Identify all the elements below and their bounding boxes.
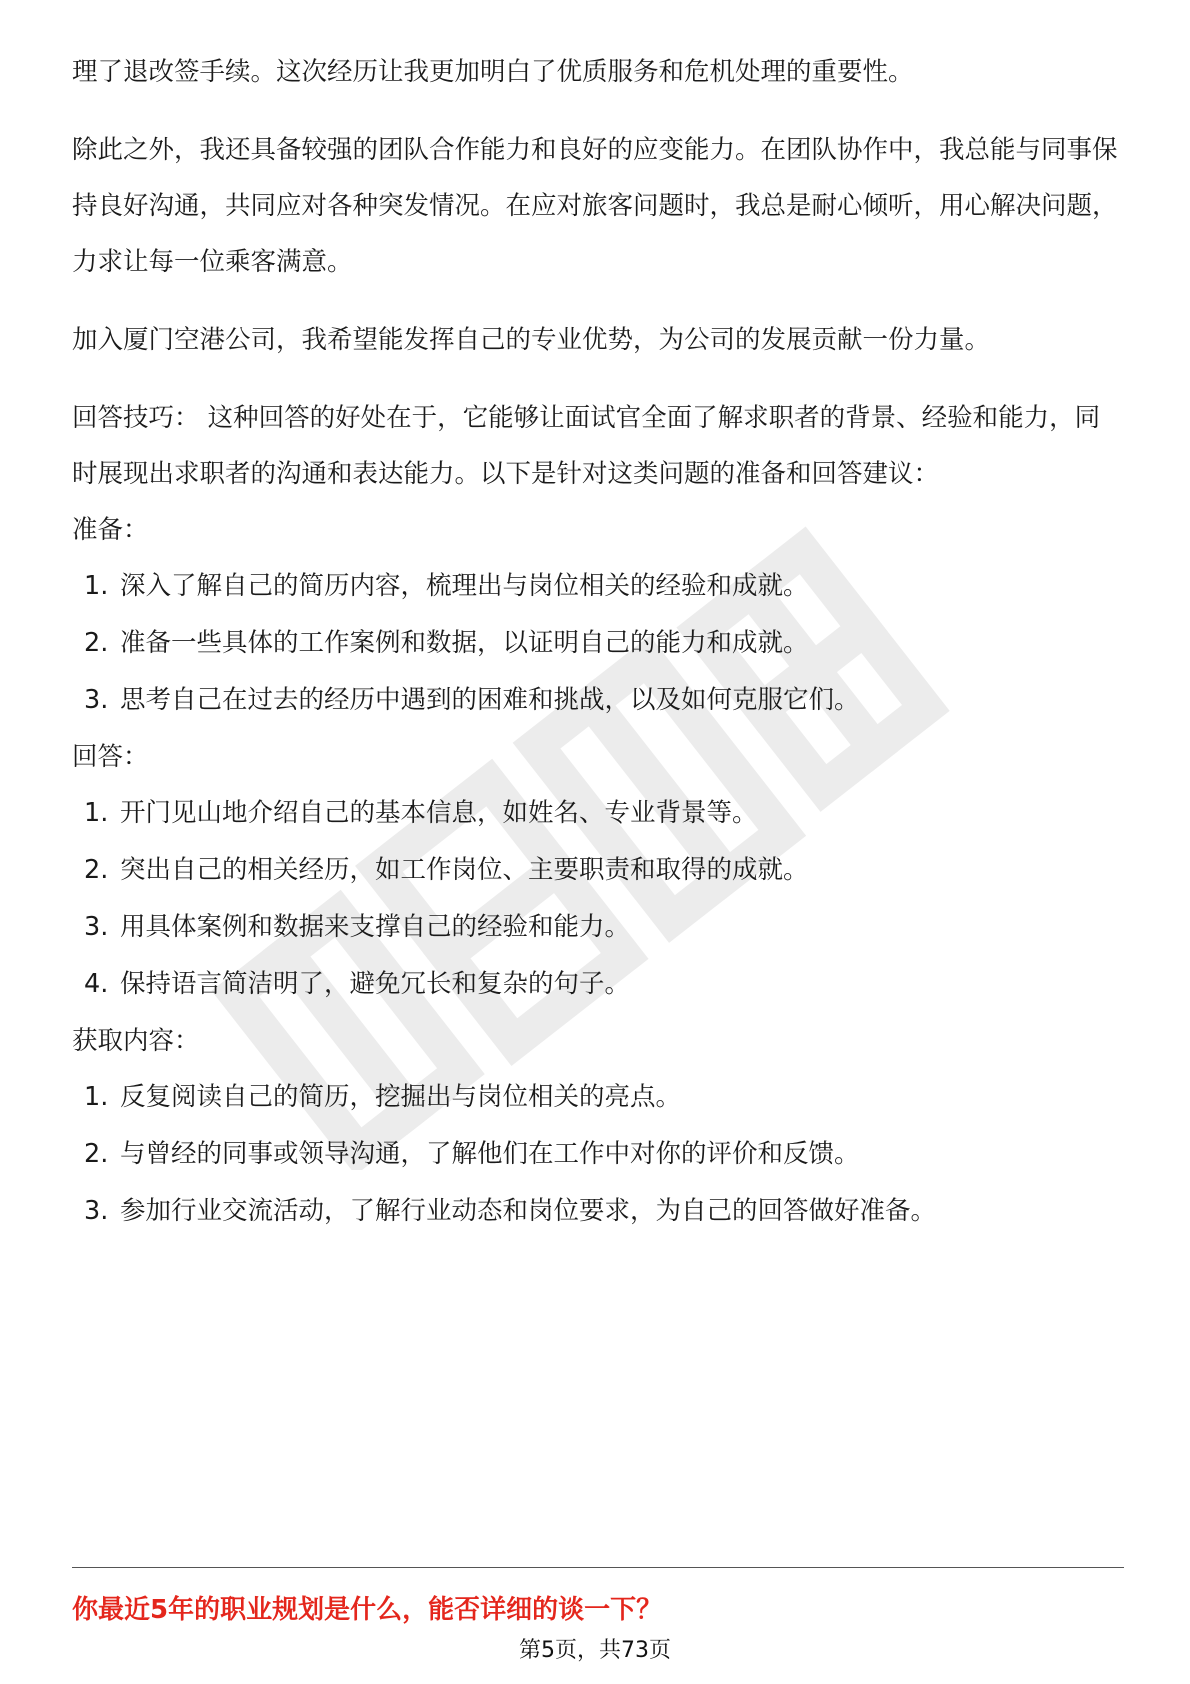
next-question-heading: 你最近5年的职业规划是什么，能否详细的谈一下？ [72, 1595, 663, 1625]
list-item: 1. 深入了解自己的简历内容，梳理出与岗位相关的经验和成就。 [84, 571, 809, 601]
list-item: 1. 反复阅读自己的简历，挖掘出与岗位相关的亮点。 [84, 1082, 682, 1112]
list-item: 3. 参加行业交流活动，了解行业动态和岗位要求，为自己的回答做好准备。 [84, 1196, 937, 1226]
list-item-text: 思考自己在过去的经历中遇到的困难和挑战，以及如何克服它们。 [120, 685, 860, 715]
paragraph-tips: 回答技巧： 这种回答的好处在于，它能够让面试官全面了解求职者的背景、经验和能力，同时展现出求职者的沟通和表达能力。以下是针对这类问题的准备和回答建议： [72, 403, 1101, 489]
list-item-text: 用具体案例和数据来支撑自己的经验和能力。 [120, 912, 631, 942]
content-list [72, 1069, 1122, 1240]
list-item-text: 反复阅读自己的简历，挖掘出与岗位相关的亮点。 [120, 1082, 682, 1112]
paragraph-1: 理了退改签手续。这次经历让我更加明白了优质服务和危机处理的重要性。 [72, 57, 914, 87]
paragraph-2: 除此之外，我还具备较强的团队合作能力和良好的应变能力。在团队协作中，我总能与同事保持良好沟通，共同应对各种突发情况。在应对旅客问题时，我总是耐心倾听，用心解决问题，力求让每一位乘客满意。 [72, 135, 1118, 277]
page-number: 第5页，共73页 [519, 1638, 671, 1663]
list-item: 4. 保持语言简洁明了，避免冗长和复杂的句子。 [84, 969, 631, 999]
paragraph-3: 加入厦门空港公司，我希望能发挥自己的专业优势，为公司的发展贡献一份力量。 [72, 325, 991, 355]
list-item: 2. 准备一些具体的工作案例和数据，以证明自己的能力和成就。 [84, 628, 809, 658]
section-heading-answer: 回答： [72, 742, 149, 772]
list-item-text: 深入了解自己的简历内容，梳理出与岗位相关的经验和成就。 [120, 571, 809, 601]
list-item: 3. 用具体案例和数据来支撑自己的经验和能力。 [84, 912, 631, 942]
answer-list [72, 785, 1122, 1013]
list-item-text: 与曾经的同事或领导沟通，了解他们在工作中对你的评价和反馈。 [120, 1139, 860, 1169]
list-item-text: 准备一些具体的工作案例和数据，以证明自己的能力和成就。 [120, 628, 809, 658]
divider [72, 1567, 1124, 1568]
list-item: 2. 与曾经的同事或领导沟通，了解他们在工作中对你的评价和反馈。 [84, 1139, 860, 1169]
list-item: 2. 突出自己的相关经历，如工作岗位、主要职责和取得的成就。 [84, 855, 809, 885]
section-heading-content: 获取内容： [72, 1026, 200, 1056]
section-heading-prepare: 准备： [72, 515, 149, 545]
list-item: 1. 开门见山地介绍自己的基本信息，如姓名、专业背景等。 [84, 798, 758, 828]
list-item-text: 开门见山地介绍自己的基本信息，如姓名、专业背景等。 [120, 798, 758, 828]
list-item-text: 突出自己的相关经历，如工作岗位、主要职责和取得的成就。 [120, 855, 809, 885]
prepare-list [72, 558, 1122, 729]
list-item: 3. 思考自己在过去的经历中遇到的困难和挑战，以及如何克服它们。 [84, 685, 860, 715]
document-body [72, 44, 1122, 1240]
list-item-text: 参加行业交流活动，了解行业动态和岗位要求，为自己的回答做好准备。 [120, 1196, 937, 1226]
list-item-text: 保持语言简洁明了，避免冗长和复杂的句子。 [120, 969, 631, 999]
